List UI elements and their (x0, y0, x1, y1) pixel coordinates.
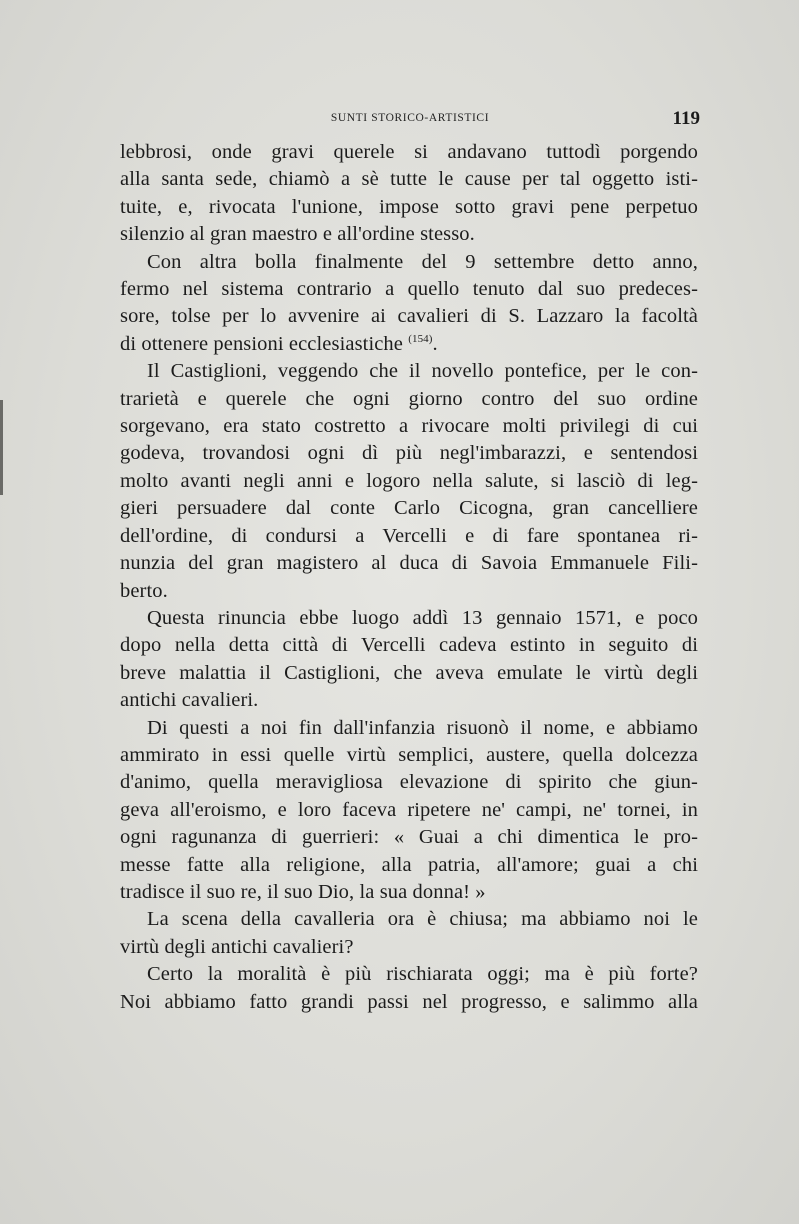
text-line: dell'ordine, di condursi a Vercelli e di fare spontanea ri- (120, 524, 698, 547)
text-line: alla santa sede, chiamò a sè tutte le cause per tal oggetto isti- (120, 168, 698, 191)
text-line: gieri persuadere dal conte Carlo Cicogna, gran cancelliere (120, 497, 698, 520)
text-line: tuite, e, rivocata l'unione, impose sotto gravi pene perpetuo (120, 195, 698, 218)
text-line: virtù degli antichi cavalieri? (120, 935, 354, 958)
text-line: Certo la moralità è più rischiarata oggi; ma è più forte? (147, 963, 698, 986)
text-line: antichi cavalieri. (120, 689, 259, 712)
page-header (120, 108, 700, 132)
text-line: molto avanti negli anni e logoro nella salute, si lasciò di leg- (120, 469, 698, 492)
text-line: Questa rinuncia ebbe luogo addì 13 gennaio 1571, e poco (147, 606, 698, 629)
text-line-with-footnote (120, 331, 698, 358)
page-number: 119 (672, 108, 700, 129)
text-line: sore, tolse per lo avvenire ai cavalieri di S. Lazzaro la facoltà (120, 305, 698, 328)
text-line: sorgevano, era stato costretto a rivocare molti privilegi di cui (120, 415, 698, 438)
text-line: fermo nel sistema contrario a quello tenuto dal suo predeces- (120, 278, 698, 301)
text-line: d'animo, quella meravigliosa elevazione di spirito che giun- (120, 771, 698, 794)
text-line: La scena della cavalleria ora è chiusa; ma abbiamo noi le (147, 908, 698, 931)
text-line: nunzia del gran magistero al duca di Savoia Emmanuele Fili- (120, 552, 698, 575)
text-line: dopo nella detta città di Vercelli cadeva estinto in seguito di (120, 634, 698, 657)
footnote-tail: . (432, 332, 438, 355)
text-line: messe fatte alla religione, alla patria, all'amore; guai a chi (120, 853, 698, 876)
text-line: geva all'eroismo, e loro faceva ripetere ne' campi, ne' tornei, in (120, 798, 698, 821)
page-edge-mark (0, 400, 3, 495)
text-line: ammirato in essi quelle virtù semplici, austere, quella dolcezza (120, 743, 698, 766)
text-line: tradisce il suo re, il suo Dio, la sua donna! » (120, 880, 486, 903)
text-line: ogni ragunanza di guerrieri: « Guai a chi dimentica le pro- (120, 826, 698, 849)
text-line: silenzio al gran maestro e all'ordine stesso. (120, 223, 475, 246)
text-line: Di questi a noi fin dall'infanzia risuonò il nome, e abbiamo (147, 716, 698, 739)
text-line: godeva, trovandosi ogni dì più negl'imbarazzi, e sentendosi (120, 442, 698, 465)
text-line: Noi abbiamo fatto grandi passi nel progresso, e salimmo alla (120, 990, 698, 1013)
text-line: Con altra bolla finalmente del 9 settembre detto anno, (147, 250, 698, 273)
text-line: di ottenere pensioni ecclesiastiche (120, 332, 403, 355)
body-text (120, 139, 698, 1016)
text-line: berto. (120, 579, 168, 602)
text-line: trarietà e querele che ogni giorno contro del suo ordine (120, 387, 698, 410)
footnote-reference: (154) (408, 332, 433, 345)
text-line: lebbrosi, onde gravi querele si andavano tuttodì porgendo (120, 141, 698, 163)
text-line: breve malattia il Castiglioni, che aveva emulate le virtù degli (120, 661, 698, 684)
running-head: SUNTI STORICO-ARTISTICI (330, 112, 490, 124)
text-line: Il Castiglioni, veggendo che il novello pontefice, per le con- (147, 360, 698, 383)
